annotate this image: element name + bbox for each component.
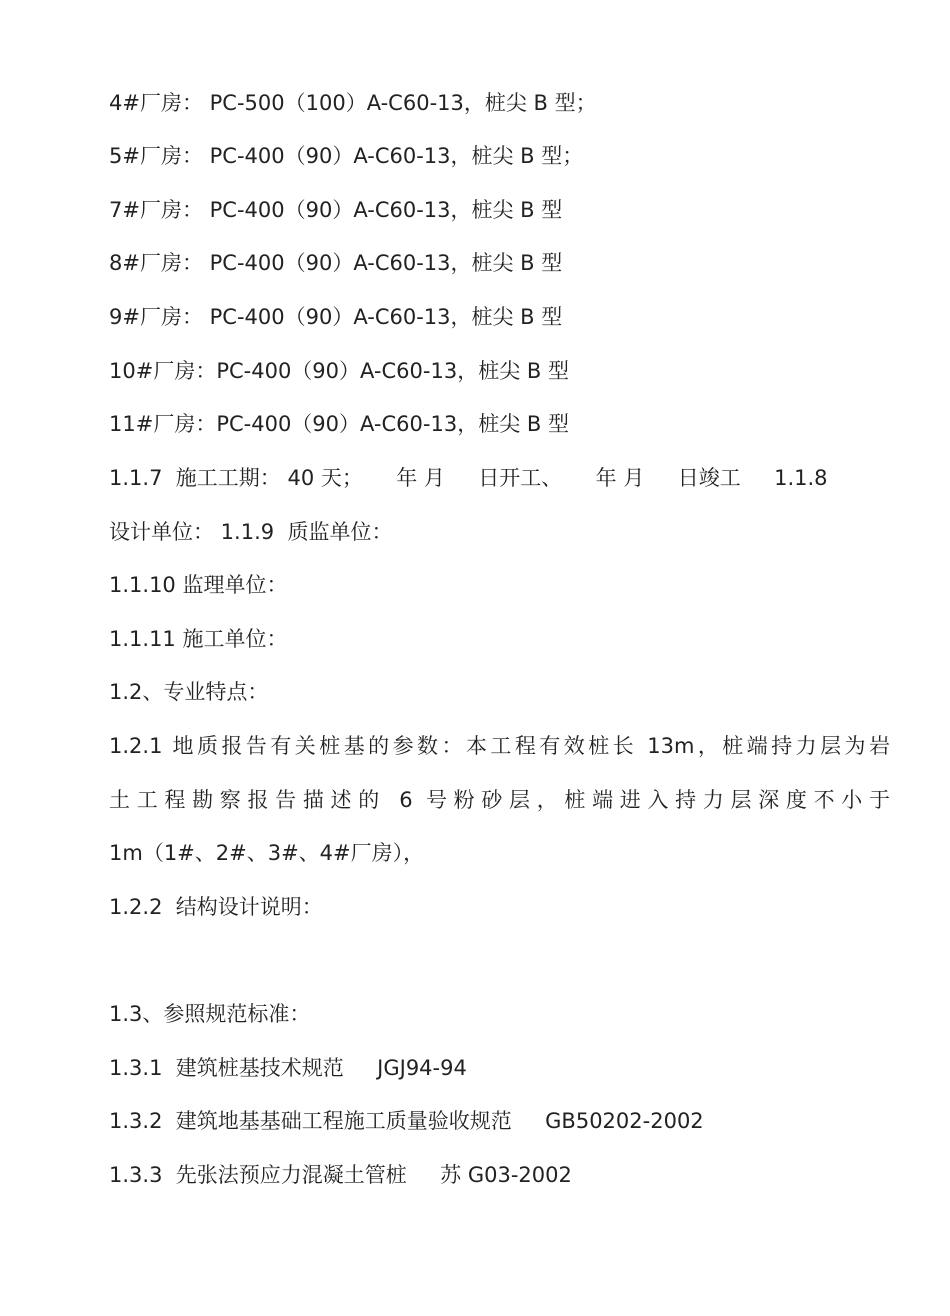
geology-paragraph-line-2: 土工程勘察报告描述的 6 号粉砂层，桩端进入持力层深度不小于 [109,788,890,812]
standard-line-2: 1.3.2 建筑地基基础工程施工质量验收规范 GB50202-2002 [109,1109,704,1133]
structural-design-line: 1.2.2 结构设计说明： [109,895,323,919]
construction-unit-line: 1.1.11 施工单位： [109,627,288,651]
pile-spec-line-11: 11#厂房：PC-400（90）A-C60-13，桩尖 B 型 [109,412,569,436]
pile-spec-line-5: 5#厂房： PC-400（90）A-C60-13，桩尖 B 型； [109,144,584,168]
pile-spec-line-10: 10#厂房：PC-400（90）A-C60-13，桩尖 B 型 [109,359,569,383]
geology-paragraph-line-1: 1.2.1 地质报告有关桩基的参数：本工程有效桩长 13m，桩端持力层为岩 [109,734,890,758]
construction-period-line: 1.1.7 施工工期： 40 天； 年 月 日开工、 年 月 日竣工 1.1.8 [109,466,828,490]
pile-spec-line-8: 8#厂房： PC-400（90）A-C60-13，桩尖 B 型 [109,251,563,275]
pile-spec-line-7: 7#厂房： PC-400（90）A-C60-13，桩尖 B 型 [109,198,563,222]
section-heading-1-3: 1.3、参照规范标准： [109,1002,311,1026]
section-heading-1-2: 1.2、专业特点： [109,680,269,704]
geology-paragraph-line-3: 1m（1#、2#、3#、4#厂房）， [109,841,425,865]
supervision-unit-line: 1.1.10 监理单位： [109,573,288,597]
standard-line-1: 1.3.1 建筑桩基技术规范 JGJ94-94 [109,1056,467,1080]
pile-spec-line-9: 9#厂房： PC-400（90）A-C60-13，桩尖 B 型 [109,305,563,329]
design-unit-line: 设计单位： 1.1.9 质监单位： [109,520,393,544]
pile-spec-line-4: 4#厂房： PC-500（100）A-C60-13，桩尖 B 型； [109,91,597,115]
standard-line-3: 1.3.3 先张法预应力混凝土管桩 苏 G03-2002 [109,1163,572,1187]
